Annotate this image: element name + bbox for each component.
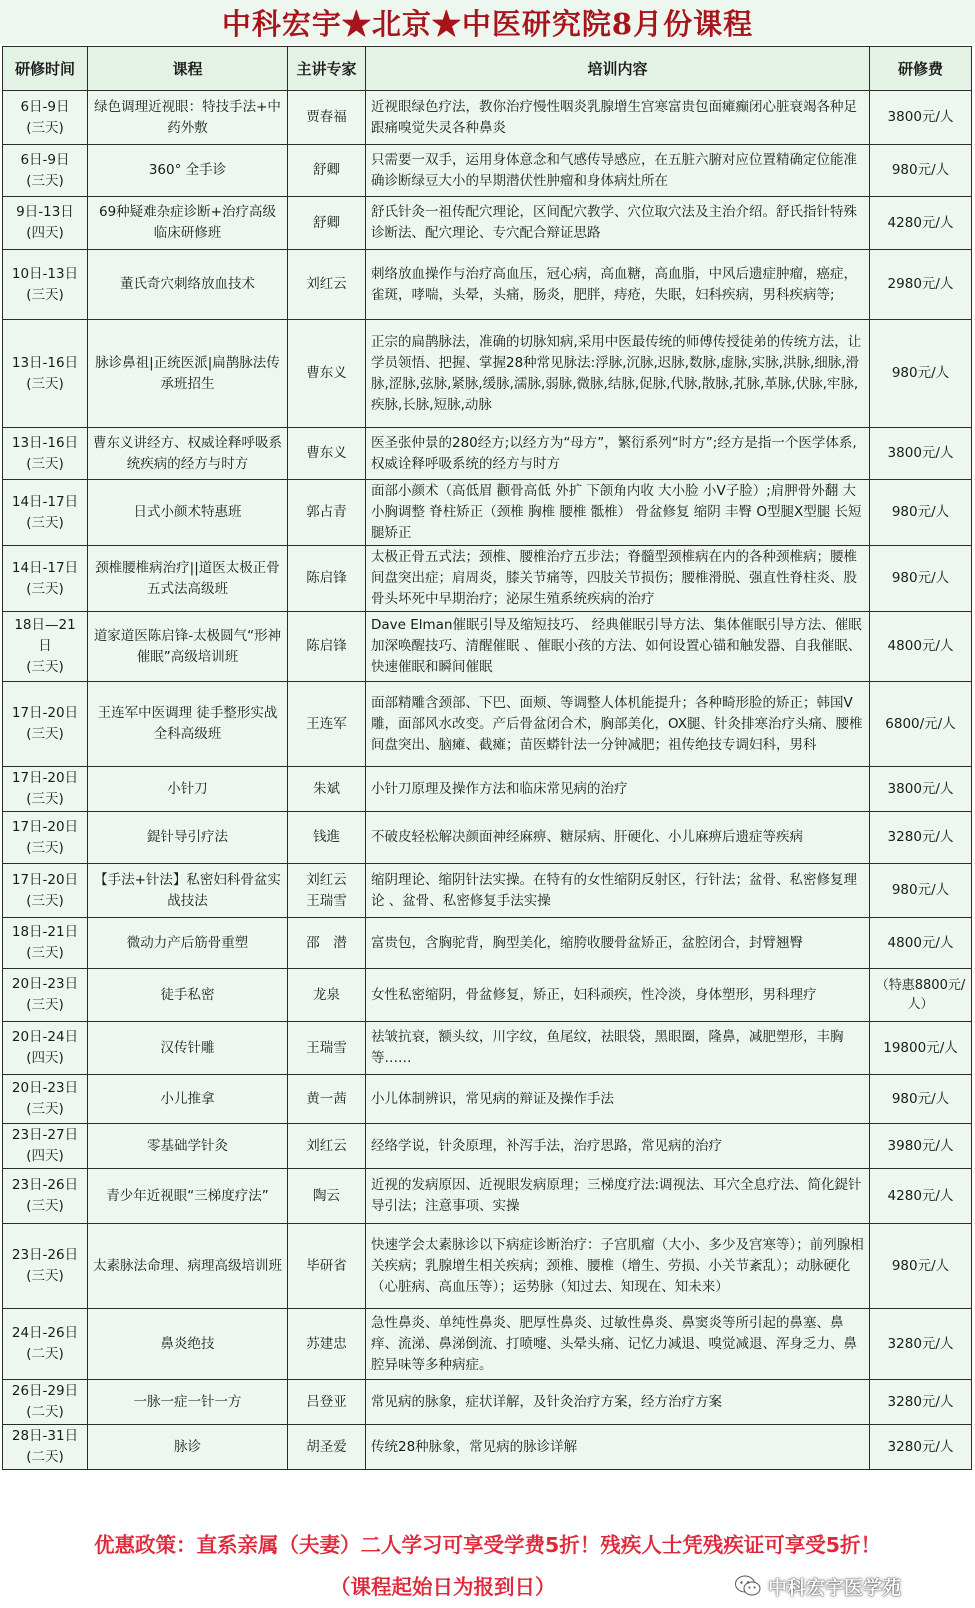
cell-time bbox=[3, 1124, 88, 1169]
cell-time bbox=[3, 918, 88, 969]
table-row bbox=[3, 1425, 972, 1470]
header-course: 课程 bbox=[88, 47, 288, 91]
cell-time bbox=[3, 91, 88, 145]
training-content: 近视的发病原因、近视眼发病原理；三梯度疗法:调视法、耳穴全息疗法、简化鍉针导引法；注意事项、实操 bbox=[366, 1169, 870, 1224]
cell-time bbox=[3, 864, 88, 918]
table-row bbox=[3, 145, 972, 197]
course-fee: 19800元/人 bbox=[870, 1022, 972, 1075]
expert-name: 曹东义 bbox=[306, 365, 347, 381]
course-duration: (三天) bbox=[26, 580, 64, 597]
course-date: 23日-26日 bbox=[11, 1177, 79, 1193]
expert-name: 毕研省 bbox=[306, 1257, 347, 1274]
course-date: 28日-31日 bbox=[11, 1428, 79, 1444]
course-name: 太素脉法命理、病理高级培训班 bbox=[88, 1224, 288, 1309]
training-content: 只需要一双手，运用身体意念和气感传导感应，在五脏六腑对应位置精确定位能准确诊断绿豆大小的早期潜伏性肿瘤和身体病灶所在 bbox=[366, 145, 870, 197]
course-name: 360° 全手诊 bbox=[88, 145, 288, 197]
table-row bbox=[3, 812, 972, 864]
cell-expert bbox=[288, 1075, 366, 1124]
training-content: 不破皮轻松解决颜面神经麻痹、糖尿病、肝硬化、小儿麻痹后遗症等疾病 bbox=[366, 812, 870, 864]
course-duration: (三天) bbox=[26, 1101, 64, 1117]
course-date: 26日-29日 bbox=[11, 1383, 79, 1399]
course-date: 6日-9日 bbox=[20, 98, 70, 115]
training-content: 急性鼻炎、单纯性鼻炎、肥厚性鼻炎、过敏性鼻炎、鼻窦炎等所引起的鼻塞、鼻痒、流涕、鼻涕倒流、打喷嚏、头晕头痛、记忆力减退、嗅觉减退、浑身乏力、鼻腔异味等多种病症。 bbox=[366, 1309, 870, 1380]
table-row bbox=[3, 612, 972, 682]
wechat-icon bbox=[734, 1574, 762, 1598]
course-fee: 980元/人 bbox=[870, 1075, 972, 1124]
course-duration: (三天) bbox=[26, 172, 64, 189]
training-content: 缩阴理论、缩阴针法实操。在特有的女性缩阴反射区，行针法；盆骨、私密修复理论 、盆骨、私密修复手法实操 bbox=[366, 864, 870, 918]
cell-time bbox=[3, 1075, 88, 1124]
cell-time bbox=[3, 969, 88, 1022]
expert-name: 刘红云 bbox=[306, 871, 347, 888]
table-row bbox=[3, 1309, 972, 1380]
course-name: 颈椎腰椎病治疗||道医太极正骨五式法高级班 bbox=[88, 546, 288, 612]
course-name: 青少年近视眼“三梯度疗法” bbox=[88, 1169, 288, 1224]
course-duration: (三天) bbox=[26, 659, 64, 675]
course-name: 鍉针导引疗法 bbox=[88, 812, 288, 864]
table-row bbox=[3, 1169, 972, 1224]
training-content: 富贵包，含胸驼背，胸型美化，缩胯收腰骨盆矫正，盆腔闭合，封臂翘臀 bbox=[366, 918, 870, 969]
cell-time bbox=[3, 612, 88, 682]
table-header-row bbox=[3, 47, 972, 91]
training-content: 小针刀原理及操作方法和临床常见病的治疗 bbox=[366, 767, 870, 812]
cell-time bbox=[3, 682, 88, 767]
course-name: 脉诊 bbox=[88, 1425, 288, 1470]
course-fee: 980元/人 bbox=[870, 320, 972, 428]
course-duration: (三天) bbox=[26, 514, 64, 531]
cell-expert bbox=[288, 1309, 366, 1380]
course-fee: 3280元/人 bbox=[870, 1380, 972, 1425]
course-duration: (三天) bbox=[26, 1198, 64, 1214]
course-name: 徒手私密 bbox=[88, 969, 288, 1022]
course-date: 14日-17日 bbox=[11, 559, 79, 576]
table-row bbox=[3, 1380, 972, 1425]
cell-time bbox=[3, 1022, 88, 1075]
course-fee: 980元/人 bbox=[870, 864, 972, 918]
course-fee: 980元/人 bbox=[870, 1224, 972, 1309]
expert-name: 苏建忠 bbox=[306, 1335, 347, 1352]
course-date: 17日-20日 bbox=[11, 770, 79, 786]
course-fee: 3800元/人 bbox=[870, 767, 972, 812]
table-row bbox=[3, 767, 972, 812]
cell-expert bbox=[288, 767, 366, 812]
expert-name: 黄一茜 bbox=[306, 1090, 347, 1107]
training-content: Dave Elman催眠引导及缩短技巧、 经典催眠引导方法、集体催眠引导方法、催眠加深唤醒技巧、清醒催眠 、催眠小孩的方法、如何设置心锚和触发器、自我催眠、快速催眠和瞬间催眠 bbox=[366, 612, 870, 682]
page-title: 中科宏宇★北京★中医研究院8月份课程 bbox=[221, 6, 754, 41]
course-fee: 3280元/人 bbox=[870, 1425, 972, 1470]
cell-expert bbox=[288, 1169, 366, 1224]
course-name: 董氏奇穴刺络放血技术 bbox=[88, 250, 288, 320]
expert-name: 曹东义 bbox=[306, 445, 347, 461]
cell-expert bbox=[288, 1124, 366, 1169]
course-fee: 3800元/人 bbox=[870, 428, 972, 480]
course-duration: (三天) bbox=[26, 119, 64, 136]
course-duration: (三天) bbox=[26, 997, 64, 1013]
course-date: 24日-26日 bbox=[11, 1325, 79, 1341]
expert-name: 陶云 bbox=[313, 1187, 340, 1204]
cell-time bbox=[3, 320, 88, 428]
course-fee: 6800/元/人 bbox=[870, 682, 972, 767]
course-name: 一脉一症一针一方 bbox=[88, 1380, 288, 1425]
cell-time bbox=[3, 428, 88, 480]
cell-expert bbox=[288, 546, 366, 612]
expert-name: 龙泉 bbox=[313, 986, 340, 1003]
course-name: 小儿推拿 bbox=[88, 1075, 288, 1124]
cell-time bbox=[3, 1169, 88, 1224]
course-name: 脉诊鼻祖|正统医派|扁鹊脉法传承班招生 bbox=[88, 320, 288, 428]
course-name: 小针刀 bbox=[88, 767, 288, 812]
training-content: 医圣张仲景的280经方;以经方为“母方”，繁衍系列“时方”;经方是指一个医学体系,权威诠释呼吸系统的经方与时方 bbox=[366, 428, 870, 480]
cell-expert bbox=[288, 1380, 366, 1425]
course-duration: (二天) bbox=[26, 1346, 64, 1362]
course-date: 20日-23日 bbox=[11, 1080, 79, 1096]
course-date: 14日-17日 bbox=[11, 493, 79, 510]
title-bar bbox=[0, 0, 975, 44]
course-duration: (三天) bbox=[26, 945, 64, 961]
course-fee: 4800元/人 bbox=[870, 918, 972, 969]
course-duration: (三天) bbox=[26, 839, 64, 856]
course-name: 日式小颜术特惠班 bbox=[88, 480, 288, 546]
expert-name: 朱斌 bbox=[313, 780, 340, 797]
training-content: 太极正骨五式法；颈椎、腰椎治疗五步法；脊髓型颈椎病在内的各种颈椎病；腰椎间盘突出症；肩周炎，膝关节痛等，四肢关节损伤；腰椎滑脱、强直性脊柱炎、股骨头坏死中早期治疗；泌尿生殖系统疾病的治疗 bbox=[366, 546, 870, 612]
expert-name: 钱進 bbox=[313, 829, 340, 845]
course-name: 【手法+针法】私密妇科骨盆实战技法 bbox=[88, 864, 288, 918]
start-date-note: （课程起始日为报到日） bbox=[330, 1575, 556, 1599]
course-duration: (三天) bbox=[26, 726, 64, 742]
header-fee: 研修费 bbox=[870, 47, 972, 91]
expert-name: 郭占青 bbox=[306, 504, 347, 520]
course-fee: 4800元/人 bbox=[870, 612, 972, 682]
table-row bbox=[3, 918, 972, 969]
course-fee: 980元/人 bbox=[870, 480, 972, 546]
cell-expert bbox=[288, 428, 366, 480]
header-content: 培训内容 bbox=[366, 47, 870, 91]
course-date: 6日-9日 bbox=[20, 151, 70, 168]
course-name: 王连军中医调理 徒手整形实战全科高级班 bbox=[88, 682, 288, 767]
table-row bbox=[3, 428, 972, 480]
training-content: 面部精雕含颈部、下巴、面颊、等调整人体机能提升；各种畸形脸的矫正；韩国V雕，面部风水改变。产后骨盆闭合术，胸部美化，OX腿、针灸排寒治疗头痛、腰椎间盘突出、脑瘫、截瘫；苗医蟒针法一分钟减肥；祖传绝技专调妇科，男科 bbox=[366, 682, 870, 767]
table-row bbox=[3, 250, 972, 320]
table-row bbox=[3, 546, 972, 612]
cell-expert bbox=[288, 864, 366, 918]
cell-expert bbox=[288, 320, 366, 428]
course-duration: (三天) bbox=[26, 892, 64, 909]
cell-expert bbox=[288, 91, 366, 145]
course-date: 23日-26日 bbox=[11, 1247, 79, 1263]
cell-time bbox=[3, 767, 88, 812]
course-date: 17日-20日 bbox=[11, 705, 79, 721]
cell-expert bbox=[288, 969, 366, 1022]
course-date: 18日—21日 bbox=[14, 617, 76, 654]
course-date: 17日-20日 bbox=[11, 871, 79, 888]
table-row bbox=[3, 91, 972, 145]
course-duration: (四天) bbox=[26, 1050, 64, 1066]
table-row bbox=[3, 1075, 972, 1124]
expert-name: 王连军 bbox=[306, 715, 347, 732]
table-row bbox=[3, 1224, 972, 1309]
footer bbox=[0, 1520, 975, 1608]
cell-time bbox=[3, 1425, 88, 1470]
cell-time bbox=[3, 546, 88, 612]
training-content: 正宗的扁鹊脉法，准确的切脉知病,采用中医最传统的师傅传授徒弟的传统方法，让学员领悟、把握、掌握28种常见脉法:浮脉,沉脉,迟脉,数脉,虚脉,实脉,洪脉,细脉,滑脉,涩脉,弦脉,紧脉,缓脉,濡脉,弱脉,微脉,结脉,促脉,代脉,散脉,芤脉,革脉,伏脉,牢脉,疾脉,长脉,短脉,动脉 bbox=[366, 320, 870, 428]
course-date: 17日-20日 bbox=[11, 818, 79, 835]
discount-policy: 优惠政策：直系亲属（夫妻）二人学习可享受学费5折！残疾人士凭残疾证可享受5折！ bbox=[93, 1533, 882, 1557]
course-fee: 3280元/人 bbox=[870, 812, 972, 864]
header-time: 研修时间 bbox=[3, 47, 88, 91]
course-name: 69种疑难杂症诊断+治疗高级临床研修班 bbox=[88, 197, 288, 250]
table-row bbox=[3, 320, 972, 428]
course-fee: （特惠8800元/人） bbox=[870, 969, 972, 1022]
course-name: 曹东义讲经方、权威诠释呼吸系统疾病的经方与时方 bbox=[88, 428, 288, 480]
cell-expert bbox=[288, 682, 366, 767]
course-date: 13日-16日 bbox=[11, 354, 79, 371]
cell-expert bbox=[288, 1022, 366, 1075]
expert-name: 刘红云 bbox=[306, 276, 347, 292]
training-content: 刺络放血操作与治疗高血压，冠心病，高血糖，高血脂，中风后遗症肿瘤，癌症，雀斑，哮喘，头晕，头痛，肠炎，肥胖，痔疮，失眠，妇科疾病，男科疾病等; bbox=[366, 250, 870, 320]
course-duration: (四天) bbox=[26, 225, 64, 241]
course-fee: 980元/人 bbox=[870, 145, 972, 197]
course-duration: (二天) bbox=[26, 1449, 64, 1465]
cell-time bbox=[3, 812, 88, 864]
training-content: 传统28种脉象，常见病的脉诊详解 bbox=[366, 1425, 870, 1470]
cell-expert bbox=[288, 145, 366, 197]
course-fee: 2980元/人 bbox=[870, 250, 972, 320]
course-date: 20日-24日 bbox=[11, 1029, 79, 1045]
training-content: 近视眼绿色疗法，教你治疗慢性咽炎乳腺增生宫寒富贵包面瘫癫闭心脏衰竭各种足跟痛嗅觉失灵各种鼻炎 bbox=[366, 91, 870, 145]
expert-name: 贾春福 bbox=[306, 109, 347, 125]
brand-name: 中科宏宇医学苑 bbox=[768, 1576, 902, 1599]
cell-expert bbox=[288, 612, 366, 682]
course-duration: (四天) bbox=[26, 1148, 64, 1164]
course-fee: 3280元/人 bbox=[870, 1309, 972, 1380]
course-table bbox=[2, 46, 972, 1470]
table-row bbox=[3, 969, 972, 1022]
training-content: 祛皱抗衰，额头纹，川字纹，鱼尾纹，祛眼袋，黑眼圈，隆鼻，减肥塑形，丰胸等…… bbox=[366, 1022, 870, 1075]
course-name: 道家道医陈启锋-太极圆气“形神催眠”高级培训班 bbox=[88, 612, 288, 682]
cell-expert bbox=[288, 197, 366, 250]
cell-time bbox=[3, 480, 88, 546]
training-content: 快速学会太素脉诊以下病症诊断治疗：子宫肌瘤（大小、多少及宫寒等）；前列腺相关疾病；乳腺增生相关疾病；颈椎、腰椎（增生、劳损、小关节紊乱）；动脉硬化（心脏病、高血压等）；运势脉（知过去、知现在、知未来） bbox=[366, 1224, 870, 1309]
course-duration: (三天) bbox=[26, 286, 64, 303]
course-fee: 980元/人 bbox=[870, 546, 972, 612]
course-fee: 3980元/人 bbox=[870, 1124, 972, 1169]
course-name: 微动力产后筋骨重塑 bbox=[88, 918, 288, 969]
cell-time bbox=[3, 1224, 88, 1309]
course-duration: (三天) bbox=[26, 455, 64, 472]
expert-name: 邵 潜 bbox=[306, 934, 347, 951]
course-fee: 3800元/人 bbox=[870, 91, 972, 145]
expert-name: 陈启锋 bbox=[306, 570, 347, 586]
course-date: 23日-27日 bbox=[11, 1127, 79, 1143]
table-row bbox=[3, 864, 972, 918]
course-fee: 4280元/人 bbox=[870, 197, 972, 250]
training-content: 面部小颜术（高低眉 颧骨高低 外扩 下颌角内收 大小脸 小V子脸）;肩胛骨外翻 大小胸调整 脊柱矫正（颈椎 胸椎 腰椎 骶椎） 骨盆修复 缩阴 丰臀 O型腿X型腿 长短腿矫正 bbox=[366, 480, 870, 546]
course-date: 13日-16日 bbox=[11, 434, 79, 451]
expert-name: 刘红云 bbox=[306, 1137, 347, 1154]
cell-expert bbox=[288, 812, 366, 864]
table-row bbox=[3, 197, 972, 250]
brand-watermark bbox=[734, 1572, 901, 1600]
table-row bbox=[3, 480, 972, 546]
expert-name-secondary: 王瑞雪 bbox=[306, 892, 347, 909]
cell-time bbox=[3, 1380, 88, 1425]
header-expert: 主讲专家 bbox=[288, 47, 366, 91]
cell-expert bbox=[288, 250, 366, 320]
training-content: 小儿体制辨识，常见病的辩证及操作手法 bbox=[366, 1075, 870, 1124]
table-row bbox=[3, 1124, 972, 1169]
cell-expert bbox=[288, 918, 366, 969]
course-name: 鼻炎绝技 bbox=[88, 1309, 288, 1380]
expert-name: 陈启锋 bbox=[306, 638, 347, 654]
course-fee: 4280元/人 bbox=[870, 1169, 972, 1224]
course-duration: (三天) bbox=[26, 791, 64, 807]
cell-time bbox=[3, 145, 88, 197]
table-row bbox=[3, 1022, 972, 1075]
cell-time bbox=[3, 250, 88, 320]
course-duration: (三天) bbox=[26, 375, 64, 392]
expert-name: 胡圣爱 bbox=[306, 1438, 347, 1455]
training-content: 经络学说，针灸原理，补泻手法，治疗思路，常见病的治疗 bbox=[366, 1124, 870, 1169]
training-content: 女性私密缩阴，骨盆修复，矫正，妇科顽疾，性冷淡，身体塑形，男科理疗 bbox=[366, 969, 870, 1022]
expert-name: 舒卿 bbox=[313, 162, 340, 178]
expert-name: 舒卿 bbox=[313, 214, 340, 231]
course-date: 9日-13日 bbox=[16, 204, 74, 220]
course-name: 汉传针雕 bbox=[88, 1022, 288, 1075]
cell-expert bbox=[288, 1425, 366, 1470]
course-date: 20日-23日 bbox=[11, 976, 79, 992]
course-duration: (二天) bbox=[26, 1404, 64, 1420]
course-date: 10日-13日 bbox=[11, 265, 79, 282]
cell-time bbox=[3, 197, 88, 250]
course-name: 绿色调理近视眼：特技手法+中药外敷 bbox=[88, 91, 288, 145]
expert-name: 吕登亚 bbox=[306, 1393, 347, 1410]
course-name: 零基础学针灸 bbox=[88, 1124, 288, 1169]
training-content: 舒氏针灸一祖传配穴理论，区间配穴教学、穴位取穴法及主治介绍。舒氏指针特殊诊断法、配穴理论、专穴配合辩证思路 bbox=[366, 197, 870, 250]
cell-expert bbox=[288, 480, 366, 546]
course-duration: (三天) bbox=[26, 1268, 64, 1284]
table-row bbox=[3, 682, 972, 767]
expert-name: 王瑞雪 bbox=[306, 1039, 347, 1056]
training-content: 常见病的脉象，症状详解，及针灸治疗方案，经方治疗方案 bbox=[366, 1380, 870, 1425]
cell-time bbox=[3, 1309, 88, 1380]
course-date: 18日-21日 bbox=[11, 924, 79, 940]
cell-expert bbox=[288, 1224, 366, 1309]
